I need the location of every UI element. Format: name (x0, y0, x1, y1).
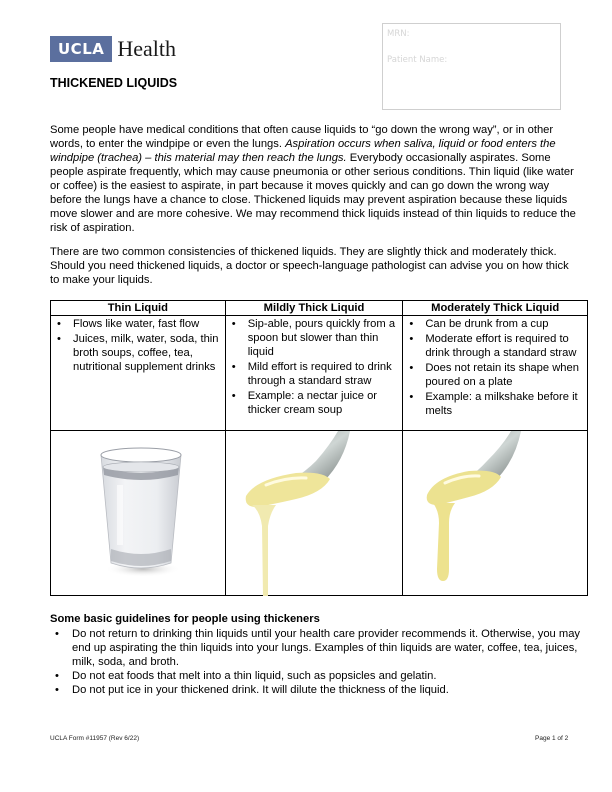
liquid-consistency-table (50, 300, 588, 596)
table-image-row (51, 431, 588, 596)
header-moderately-thick-liquid: Moderately Thick Liquid (403, 301, 588, 316)
page-number: Page 1 of 2 (535, 735, 569, 742)
list-item: • Mild effort is required to drink through a standard straw (228, 360, 401, 388)
list-item: • Can be drunk from a cup (405, 317, 585, 331)
patient-name-label: Patient Name: (387, 55, 448, 65)
list-item: • Juices, milk, water, soda, thin broth soups, coffee, tea, nutritional supplement drinks (53, 332, 223, 374)
thin-liquid-list (53, 317, 223, 374)
spoon-thick-drip-image (403, 431, 579, 596)
mrn-label: MRN: (387, 29, 410, 39)
mildly-thick-cell (225, 316, 403, 431)
list-item: • Sip-able, pours quickly from a spoon but slower than thin liquid (228, 317, 401, 359)
guidelines-list (50, 627, 585, 697)
list-item: • Do not put ice in your thickened drink. It will dilute the thickness of the liquid. (50, 683, 585, 697)
thin-liquid-image-cell (51, 431, 226, 596)
aspiration-definition: Aspiration occurs when saliva, liquid or food enters the windpipe (trachea) – this material may then reach the lungs. (50, 138, 556, 164)
list-item: • Example: a nectar juice or thicker cream soup (228, 389, 401, 417)
page-title: THICKENED LIQUIDS (50, 76, 178, 90)
spoon-thin-drip-image (226, 431, 402, 596)
patient-id-box (382, 23, 561, 110)
form-number: UCLA Form #11957 (Rev 6/22) (50, 735, 140, 742)
header-mildly-thick-liquid: Mildly Thick Liquid (225, 301, 403, 316)
list-item: • Do not return to drinking thin liquids until your health care provider recommends it. Otherwise, you may end up aspirating the thin liquids into your lungs. Examples of thin liquids are water, coffee, tea, juices, milk, soda, and broth. (50, 627, 585, 669)
guidelines-heading: Some basic guidelines for people using thickeners (50, 613, 320, 625)
table-description-row (51, 316, 588, 431)
list-item: • Does not retain its shape when poured on a plate (405, 361, 585, 389)
intro-paragraph-2: There are two common consistencies of thickened liquids. They are slightly thick and moderately thick. Should you need thickened liquids, a doctor or speech-language pathologist can advise you on how thick to make your liquids. (50, 246, 569, 286)
ucla-health-logo (50, 36, 176, 62)
glass-of-water-image (97, 445, 185, 579)
list-item: • Do not eat foods that melt into a thin liquid, such as popsicles and gelatin. (50, 669, 585, 683)
mildly-thick-image-cell (225, 431, 403, 596)
thin-liquid-cell (51, 316, 226, 431)
list-item: • Example: a milkshake before it melts (405, 390, 585, 418)
intro-paragraph-1 (50, 123, 580, 235)
logo-wordmark: Health (117, 36, 177, 61)
list-item: • Flows like water, fast flow (53, 317, 223, 331)
list-item: • Moderate effort is required to drink through a standard straw (405, 332, 585, 360)
moderately-thick-list (405, 317, 585, 418)
header-thin-liquid: Thin Liquid (51, 301, 226, 316)
moderately-thick-image-cell (403, 431, 588, 596)
logo-mark: UCLA (50, 36, 112, 62)
mildly-thick-list (228, 317, 401, 417)
table-header-row (51, 301, 588, 316)
moderately-thick-cell (403, 316, 588, 431)
intro-text: Some people have medical conditions that often cause liquids to “go down the wrong way”, or in other words, to enter the windpipe or even the lungs. (50, 124, 554, 150)
intro-text-continued: Everybody occasionally aspirates. Some people aspirate frequently, which may cause pneumonia or other serious conditions. Thin liquid (like water or coffee) is the easiest to aspirate, in part because it moves quickly and can go down the wrong way before the lungs have a chance to close. Thickened liquids may prevent aspiration because these liquids move slower and are more cohesive. We may recommend thick liquids instead of thin liquids to reduce the risk of aspiration. (50, 152, 576, 234)
